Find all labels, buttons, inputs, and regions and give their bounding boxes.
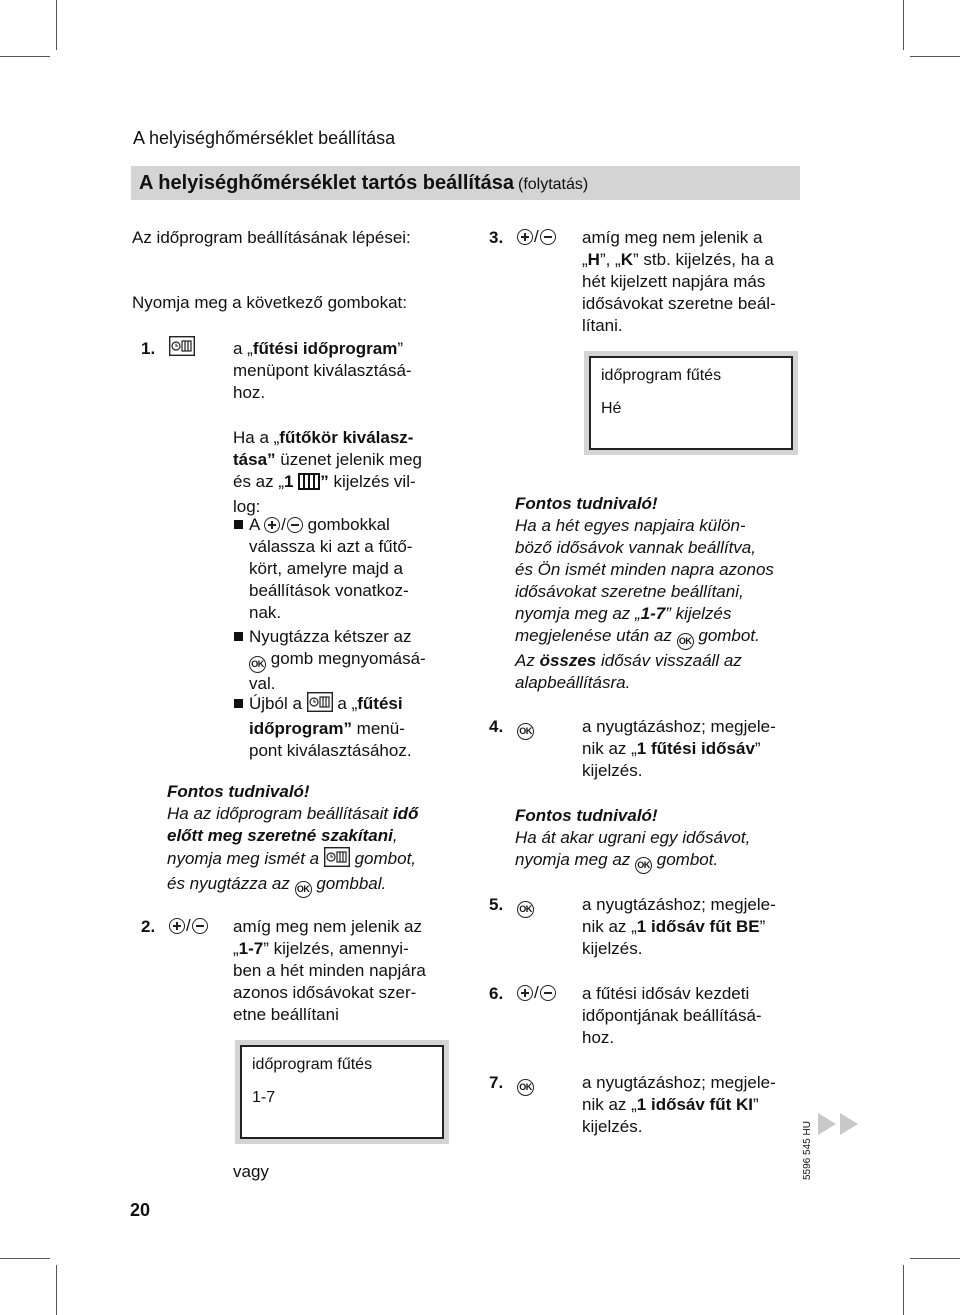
program-icon	[324, 847, 350, 873]
text-fragment: ”	[754, 739, 761, 758]
step-2-text	[233, 916, 426, 1026]
text-fragment: ” kijelzés	[665, 604, 732, 623]
text-fragment: ”	[320, 472, 329, 491]
page-subtitle: (folytatás)	[517, 176, 589, 193]
text-fragment: gombot.	[698, 626, 760, 645]
minus-icon	[540, 985, 556, 1001]
text-fragment: ” stb. kijelzés, ha a	[633, 250, 774, 269]
step-number: 6.	[489, 984, 504, 1003]
note-box	[515, 493, 774, 694]
display-panel	[235, 1040, 449, 1144]
step-number: 4.	[489, 717, 504, 736]
text-fragment: időprogram”	[249, 719, 352, 738]
section-header: A helyiséghőmérséklet beállítása	[133, 128, 396, 148]
text-fragment: K	[620, 250, 634, 269]
text-fragment: gombot.	[656, 850, 719, 869]
bullet-icon	[234, 699, 243, 708]
text-fragment: ”	[759, 917, 766, 936]
text-fragment: a „	[337, 694, 358, 713]
crop-mark	[910, 56, 960, 57]
text-fragment: a nyugtázáshoz; megjele-	[582, 1073, 776, 1092]
ok-icon	[517, 715, 534, 740]
text-fragment: ”, „	[599, 250, 621, 269]
program-icon	[169, 336, 195, 362]
step-number: 7.	[489, 1073, 504, 1092]
continue-arrow-icon	[818, 1113, 836, 1135]
ok-icon-glyph: OK	[517, 723, 534, 740]
text-fragment: Újból a	[249, 694, 302, 713]
title-banner	[131, 166, 800, 200]
text-fragment: gombot,	[354, 849, 417, 868]
ok-icon	[517, 893, 534, 918]
display-line: 1-7	[252, 1089, 276, 1106]
bullet-text	[249, 626, 426, 695]
text-fragment: pont kiválasztásához.	[249, 741, 412, 760]
text-fragment: ”	[752, 1095, 759, 1114]
text-fragment: és Ön ismét minden napra azonos	[515, 560, 774, 579]
bullet-icon	[234, 632, 243, 641]
text-fragment: ”	[397, 339, 404, 358]
text-fragment: válassza ki azt a fűtő-	[249, 537, 413, 556]
text-fragment: a „	[233, 339, 253, 358]
text-fragment: idő	[392, 804, 419, 823]
text-fragment: lítani.	[582, 316, 623, 335]
crop-mark	[56, 0, 57, 50]
step-4-text	[582, 716, 776, 782]
ok-icon: OK	[249, 656, 266, 673]
text-fragment: nik az „	[582, 1095, 637, 1114]
note-title: Fontos tudnivaló!	[167, 782, 310, 801]
display-line: Hé	[601, 400, 622, 417]
text-fragment: nyomja meg az „	[515, 604, 641, 623]
text-fragment: kört, amelyre majd a	[249, 559, 403, 578]
text-fragment: a nyugtázáshoz; megjele-	[582, 895, 776, 914]
note-box	[167, 781, 418, 898]
text-fragment: 1-7	[640, 604, 666, 623]
intro-text: Az időprogram beállításának lépései:	[132, 228, 411, 247]
bullet-text	[249, 692, 412, 762]
text-fragment: Ha át akar ugrani egy idősávot,	[515, 828, 751, 847]
text-fragment: log:	[233, 497, 261, 516]
text-fragment: val.	[249, 674, 276, 693]
crop-mark	[910, 1258, 960, 1259]
crop-mark	[0, 56, 50, 57]
text-fragment: kijelzés.	[582, 939, 643, 958]
text-fragment: nik az „	[582, 917, 637, 936]
plus-icon	[517, 229, 533, 245]
step-number: 5.	[489, 895, 504, 914]
display-screen	[240, 1045, 444, 1139]
text-fragment: ,	[392, 826, 398, 845]
text-fragment: hoz.	[233, 383, 266, 402]
continue-arrow-icon	[840, 1113, 858, 1135]
ok-icon	[517, 1071, 534, 1096]
ok-icon: OK	[295, 881, 312, 898]
text-fragment: „	[582, 250, 588, 269]
or-text: vagy	[233, 1162, 269, 1181]
ok-icon: OK	[635, 857, 652, 874]
text-fragment: üzenet jelenik meg	[275, 450, 423, 469]
text-fragment: ben a hét minden napjára	[233, 961, 426, 980]
page-number: 20	[130, 1200, 151, 1220]
text-fragment: hoz.	[582, 1028, 615, 1047]
text-fragment: hét kijelzett napjára más	[582, 272, 766, 291]
text-fragment: nik az „	[582, 739, 637, 758]
display-line: időprogram fűtés	[601, 367, 722, 384]
text-fragment: a nyugtázáshoz; megjele-	[582, 717, 776, 736]
page-title	[139, 172, 588, 196]
document-number: 5596 545 HU	[802, 1121, 813, 1180]
plus-minus-icons: /	[517, 226, 556, 248]
conditional-text	[233, 427, 422, 518]
plus-icon	[169, 918, 185, 934]
text-fragment: gombokkal	[307, 515, 390, 534]
text-fragment: 1	[284, 472, 294, 491]
text-fragment: kijelzés.	[582, 761, 643, 780]
ok-icon-glyph: OK	[517, 901, 534, 918]
text-fragment: gomb megnyomásá-	[270, 649, 426, 668]
text-fragment: 1 idősáv fűt KI	[636, 1095, 753, 1114]
text-fragment: Ha a „	[233, 428, 280, 447]
step-number: 2.	[141, 917, 156, 936]
text-fragment: menü-	[351, 719, 405, 738]
plus-icon	[264, 517, 280, 533]
text-fragment: nyomja meg ismét a	[167, 849, 320, 868]
page-title-text: A helyiséghőmérséklet tartós beállítása	[139, 172, 514, 194]
text-fragment: megjelenése után az	[515, 626, 672, 645]
crop-mark	[903, 1265, 904, 1315]
display-screen	[589, 356, 793, 450]
text-fragment: menüpont kiválasztásá-	[233, 361, 412, 380]
text-fragment: fűtési	[357, 694, 403, 713]
text-fragment: Ha a hét egyes napjaira külön-	[515, 516, 746, 535]
radiator-icon	[298, 473, 320, 496]
text-fragment: amíg meg nem jelenik a	[582, 228, 763, 247]
step-number: 1.	[141, 339, 156, 358]
note-title: Fontos tudnivaló!	[515, 494, 658, 513]
text-fragment: és nyugtázza az	[167, 874, 290, 893]
text-fragment: idősávokat szeretne beál-	[582, 294, 776, 313]
text-fragment: a fűtési idősáv kezdeti	[582, 984, 750, 1003]
crop-mark	[56, 1265, 57, 1315]
crop-mark	[903, 0, 904, 50]
note-title: Fontos tudnivaló!	[515, 806, 658, 825]
bullet-text: A / gombokkal válassza ki azt a fűtő- kört, amelyre majd a beállítások vonatkoz- nak.	[249, 515, 413, 622]
ok-icon-glyph: OK	[517, 1079, 534, 1096]
note-box	[515, 805, 750, 874]
text-fragment: gombbal.	[316, 874, 387, 893]
step-6-text	[582, 983, 762, 1049]
minus-icon	[287, 517, 303, 533]
text-fragment: Nyugtázza kétszer az	[249, 627, 412, 646]
text-fragment: fűtőkör kiválasz-	[279, 428, 414, 447]
intro-text: Nyomja meg a következő gombokat:	[132, 293, 407, 312]
ok-icon: OK	[677, 633, 694, 650]
text-fragment: Ha az időprogram beállításait	[167, 804, 393, 823]
plus-minus-icons: /	[169, 915, 208, 937]
text-fragment: nyomja meg az	[515, 850, 631, 869]
text-fragment: előtt meg szeretné szakítani	[167, 826, 393, 845]
text-fragment: nak.	[249, 603, 282, 622]
text-fragment: beállítások vonatkoz-	[249, 581, 409, 600]
plus-minus-icons: /	[517, 982, 556, 1004]
display-panel	[584, 351, 798, 455]
step-3-text	[582, 227, 776, 337]
step-7-text	[582, 1072, 776, 1138]
bullet-icon	[234, 520, 243, 529]
text-fragment: tása”	[233, 450, 276, 469]
minus-icon	[192, 918, 208, 934]
text-fragment: „	[233, 939, 239, 958]
text-fragment: A	[249, 515, 260, 534]
text-fragment: fűtési időprogram	[252, 339, 398, 358]
text-fragment: időpontjának beállításá-	[582, 1006, 762, 1025]
step-1-text	[233, 338, 412, 404]
crop-mark	[0, 1258, 50, 1259]
program-icon	[307, 692, 333, 718]
step-number: 3.	[489, 228, 504, 247]
text-fragment: böző idősávok vannak beállítva,	[515, 538, 756, 557]
text-fragment: 1 idősáv fűt BE	[636, 917, 760, 936]
text-fragment: 1 fűtési idősáv	[636, 739, 755, 758]
text-fragment: idősávokat szeretne beállítani,	[515, 582, 744, 601]
text-fragment: etne beállítani	[233, 1005, 339, 1024]
plus-icon	[517, 985, 533, 1001]
text-fragment: 1-7	[238, 939, 264, 958]
display-line: időprogram fűtés	[252, 1056, 373, 1073]
text-fragment: kijelzés.	[582, 1117, 643, 1136]
minus-icon	[540, 229, 556, 245]
step-5-text	[582, 894, 776, 960]
text-fragment: idősáv visszaáll az	[596, 651, 742, 670]
text-fragment: és az „	[233, 472, 285, 491]
text-fragment: összes	[539, 651, 597, 670]
text-fragment: alapbeállításra.	[515, 673, 631, 692]
text-fragment: amíg meg nem jelenik az	[233, 917, 422, 936]
text-fragment: kijelzés vil-	[328, 472, 416, 491]
text-fragment: azonos idősávokat szer-	[233, 983, 417, 1002]
text-fragment: ” kijelzés, amennyi-	[263, 939, 409, 958]
text-fragment: Az	[515, 651, 540, 670]
text-fragment: H	[587, 250, 600, 269]
